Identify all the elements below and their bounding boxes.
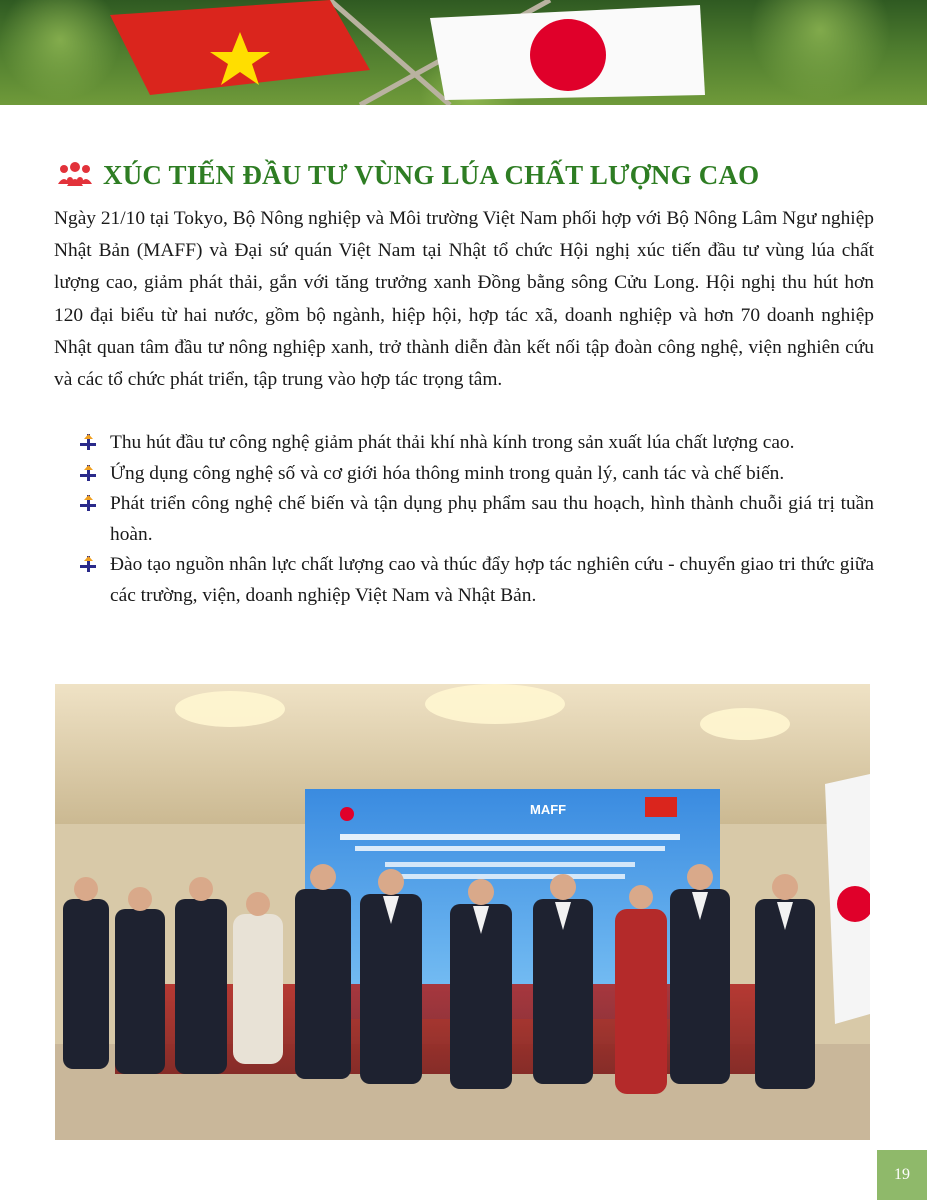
japan-flag-icon [430,5,705,100]
list-item [54,459,874,490]
bullet-arrow-icon [80,495,96,511]
bullet-text: Thu hút đầu tư công nghệ giảm phát thải khí nhà kính trong sản xuất lúa chất lượng cao. [110,432,795,453]
bullet-arrow-icon [80,556,96,572]
intro-paragraph: Ngày 21/10 tại Tokyo, Bộ Nông nghiệp và Môi trường Việt Nam phối hợp với Bộ Nông Lâm Ngư nghiệp Nhật Bản (MAFF) và Đại sứ quán Việt Nam tại Nhật tổ chức Hội nghị xúc tiến đầu tư vùng lúa chất lượng cao, giảm phát thải, gắn với tăng trưởng xanh Đồng bằng sông Cửu Long. Hội nghị thu hút hơn 120 đại biểu từ hai nước, gồm bộ ngành, hiệp hội, hợp tác xã, doanh nghiệp và hơn 70 doanh nghiệp Nhật quan tâm đầu tư nông nghiệp xanh, trở thành diễn đàn kết nối tập đoàn công nghệ, viện nghiên cứu và các tổ chức phát triển, tập trung vào hợp tác trọng tâm. [54,208,874,391]
section-heading [57,156,877,194]
people-group-icon [57,160,93,190]
bullet-arrow-icon [80,465,96,481]
list-item [54,489,874,550]
vietnam-flag-icon [110,0,370,95]
bullet-list [54,428,874,611]
conference-photo [55,684,870,1140]
list-item [54,550,874,611]
group-photo-illustration [55,684,870,1140]
flags-illustration [0,0,927,105]
list-item [54,428,874,459]
section-title: XÚC TIẾN ĐẦU TƯ VÙNG LÚA CHẤT LƯỢNG CAO [103,159,760,190]
bullet-arrow-icon [80,434,96,450]
bullet-text: Phát triển công nghệ chế biến và tận dụng phụ phẩm sau thu hoạch, hình thành chuỗi giá trị tuần hoàn. [110,493,874,545]
header-banner [0,0,927,105]
screen-title: MAFF [530,802,567,817]
bullet-text: Ứng dụng công nghệ số và cơ giới hóa thông minh trong quản lý, canh tác và chế biến. [110,462,785,484]
bullet-text: Đào tạo nguồn nhân lực chất lượng cao và thúc đẩy hợp tác nghiên cứu - chuyển giao tri thức giữa các trường, viện, doanh nghiệp Việt Nam và Nhật Bản. [110,554,874,606]
page-number-badge: 19 [877,1150,927,1200]
